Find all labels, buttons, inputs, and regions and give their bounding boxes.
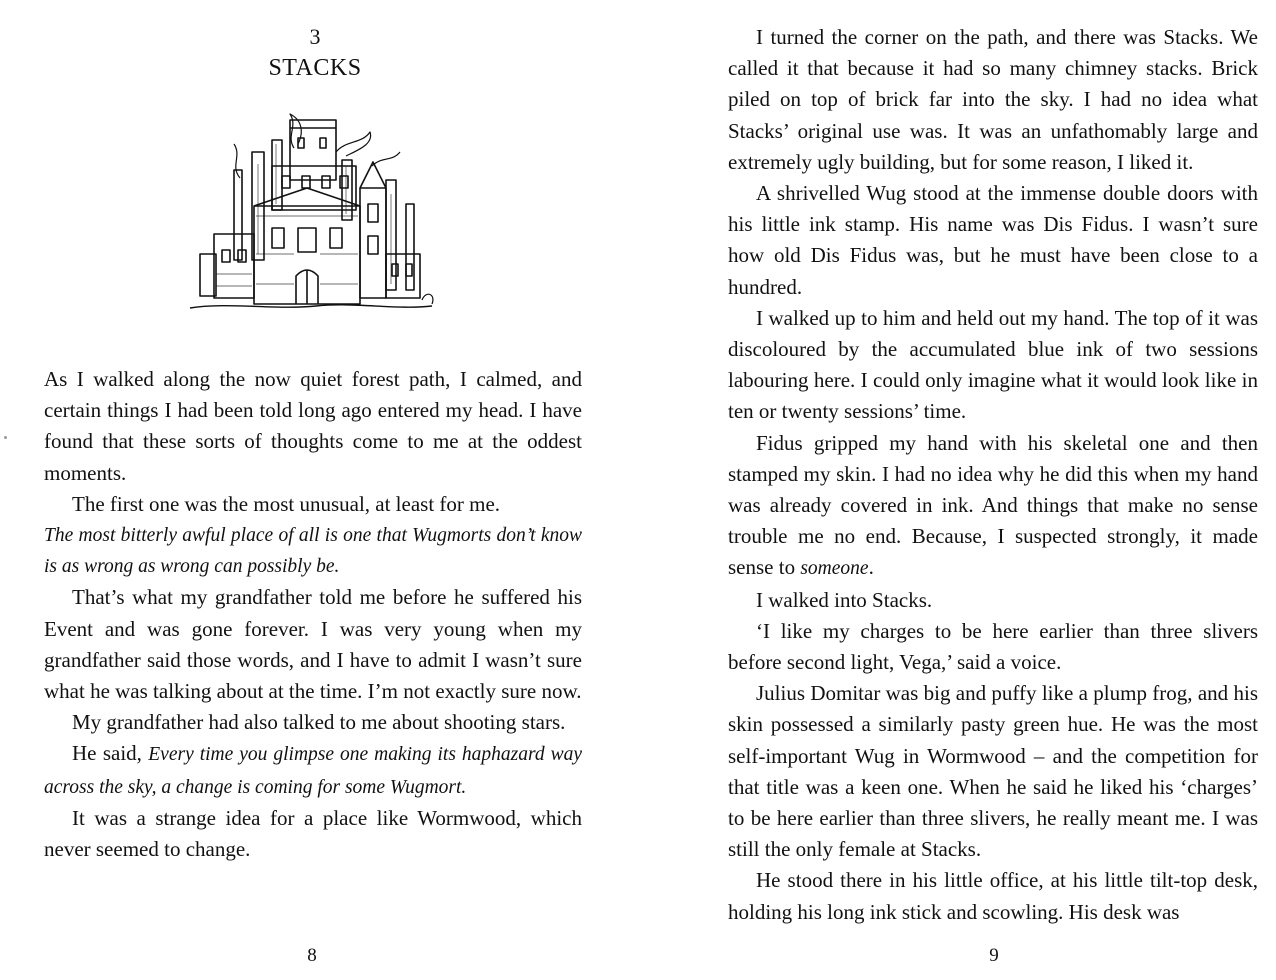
chapter-number: 3: [309, 24, 321, 49]
right-page: [638, 0, 1276, 980]
paragraph-tail: .: [868, 555, 874, 580]
paragraph: He stood there in his little office, at his little tilt-top desk, holding his long ink stick and scowling. His desk was: [728, 868, 1258, 924]
paragraph: It was a strange idea for a place like Wormwood, which never seemed to change.: [44, 805, 582, 862]
paragraph: The first one was the most unusual, at least for me.: [72, 491, 501, 516]
castle-chimneys-illustration: [186, 104, 436, 330]
paragraph: A shrivelled Wug stood at the immense double doors with his little ink stamp. His name was Dis Fidus. I wasn’t sure how old Dis Fidus was, but he must have been close to a hundred.: [728, 181, 1258, 299]
right-page-text: [728, 22, 1258, 928]
paragraph: [728, 428, 1258, 585]
left-page-text: [44, 364, 582, 865]
paragraph: I walked up to him and held out my hand. The top of it was discoloured by the accumulated blue ink of two sessions labouring here. I could only imagine what it would look like in ten or twenty sessions’ time.: [728, 305, 1258, 424]
italic-word: someone: [800, 558, 869, 580]
paragraph: My grandfather had also talked to me about shooting stars.: [72, 710, 566, 735]
paragraph: That’s what my grandfather told me before he suffered his Event and was gone forever. I was very young when my grandfather said those words, and I have to admit I wasn’t sure what he was talking about at the time. I’m not exactly sure now.: [44, 585, 582, 704]
paragraph: [44, 738, 582, 802]
page-number: 9: [989, 945, 999, 966]
paragraph: Julius Domitar was big and puffy like a plump frog, and his skin possessed a similarly pasty green hue. He was the most self-important Wug in Wormwood – and the competition for that title was a keen one. When he said he liked his ‘charges’ to be here earlier than three slivers, he really meant me. I was still the only female at Stacks.: [728, 681, 1258, 862]
paragraph: As I walked along the now quiet forest path, I calmed, and certain things I had been told long ago entered my head. I have found that these sorts of thoughts come to me at the oddest moments.: [44, 367, 582, 485]
paragraph: I turned the corner on the path, and there was Stacks. We called it that because it had so many chimney stacks. Brick piled on top of brick far into the sky. I had no idea what Stacks’ original use was. It was an unfathomably large and extremely ugly building, but for some reason, I liked it.: [728, 25, 1258, 174]
chapter-title: STACKS: [268, 55, 362, 81]
speck-mark: [4, 436, 7, 439]
paragraph-lead: He said,: [72, 741, 149, 766]
italic-quote: The most bitterly awful place of all is one that Wugmorts don’t know is as wrong as wrong can possibly be.: [44, 525, 582, 578]
italic-quote: Every time you glimpse one making its haphazard way across the sky, a change is coming for some Wugmort.: [44, 744, 582, 798]
paragraph: ‘I like my charges to be here earlier than three slivers before second light, Vega,’ said a voice.: [728, 618, 1258, 675]
paragraph-lead: Fidus gripped my hand with his skeletal one and then stamped my skin. I had no idea why he did this when my hand was already covered in ink. And things that make no sense trouble me no end. Because, I suspected strongly, it made sense to: [728, 430, 1258, 580]
paragraph: I walked into Stacks.: [756, 587, 933, 612]
page-number: 8: [307, 945, 317, 966]
